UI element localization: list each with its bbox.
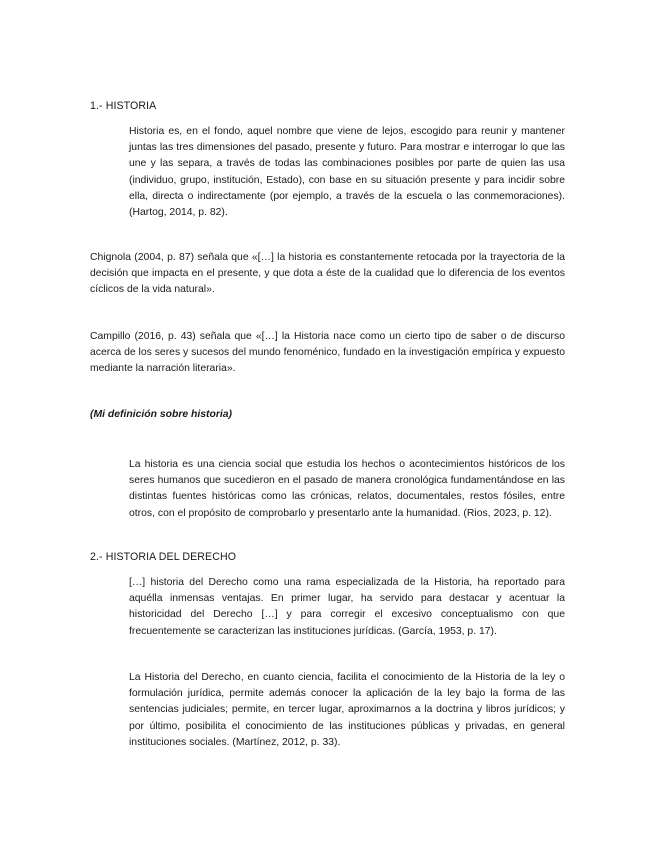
hartog-quote: Historia es, en el fondo, aquel nombre que viene de lejos, escogido para reunir y mantener juntas las tres dimensiones del pasado, presente y futuro. Para mostrar e interrogar lo que las une y las separa, a través de todas las combinaciones posibles por parte de quien las usa (individuo, grupo, institución, Estado), con base en su situación presente y para incidir sobre ella, directa o indirectamente (por ejemplo, a través de la escuela o las conmemoraciones). (Hartog, 2014, p. 82).: [129, 126, 565, 219]
definition-label: (Mi definición sobre historia): [90, 409, 233, 420]
martinez-quote: La Historia del Derecho, en cuanto ciencia, facilita el conocimiento de la Historia de la ley o formulación jurídica, permite además conocer la aplicación de la ley bajo la forma de las sentencias judiciales; permite, en tercer lugar, aproximarnos a la doctrina y libros jurídicos; y por último, posibilita el conocimiento de las instituciones públicas y privadas, en general instituciones sociales. (Martínez, 2012, p. 33).: [129, 672, 565, 748]
garcia-quote: […] historia del Derecho como una rama especializada de la Historia, ha reportado para aquélla inmensas ventajas. En primer lugar, ha servido para destacar y acentuar la historicidad del Derecho […] y para corregir el excesivo conceptualismo con que frecuentemente se caracterizan las instituciones jurídicas. (García, 1953, p. 17).: [129, 577, 565, 637]
definition-quote: La historia es una ciencia social que estudia los hechos o acontecimientos históricos de los seres humanos que sucedieron en el pasado de manera cronológica fundamentándose en las distintas fuentes históricas como las crónicas, relatos, documentales, restos fósiles, entre otros, con el propósito de comprobarlo y presentarlo ante la humanidad. (Rios, 2023, p. 12).: [129, 459, 565, 519]
chignola-paragraph: Chignola (2004, p. 87) señala que «[…] la historia es constantemente retocada por la trayectoria de la decisión que impacta en el presente, y que dota a éste de la cualidad que lo diferencia de los eventos cíclicos de la vida natural».: [90, 252, 565, 296]
section-1-heading: 1.- HISTORIA: [90, 100, 157, 112]
campillo-paragraph: Campillo (2016, p. 43) señala que «[…] la Historia nace como un cierto tipo de saber o de discurso acerca de los seres y sucesos del mundo fenoménico, fundado en la investigación empírica y expuesto mediante la narración literaria».: [90, 331, 565, 375]
section-2-heading: 2.- HISTORIA DEL DERECHO: [90, 551, 237, 563]
